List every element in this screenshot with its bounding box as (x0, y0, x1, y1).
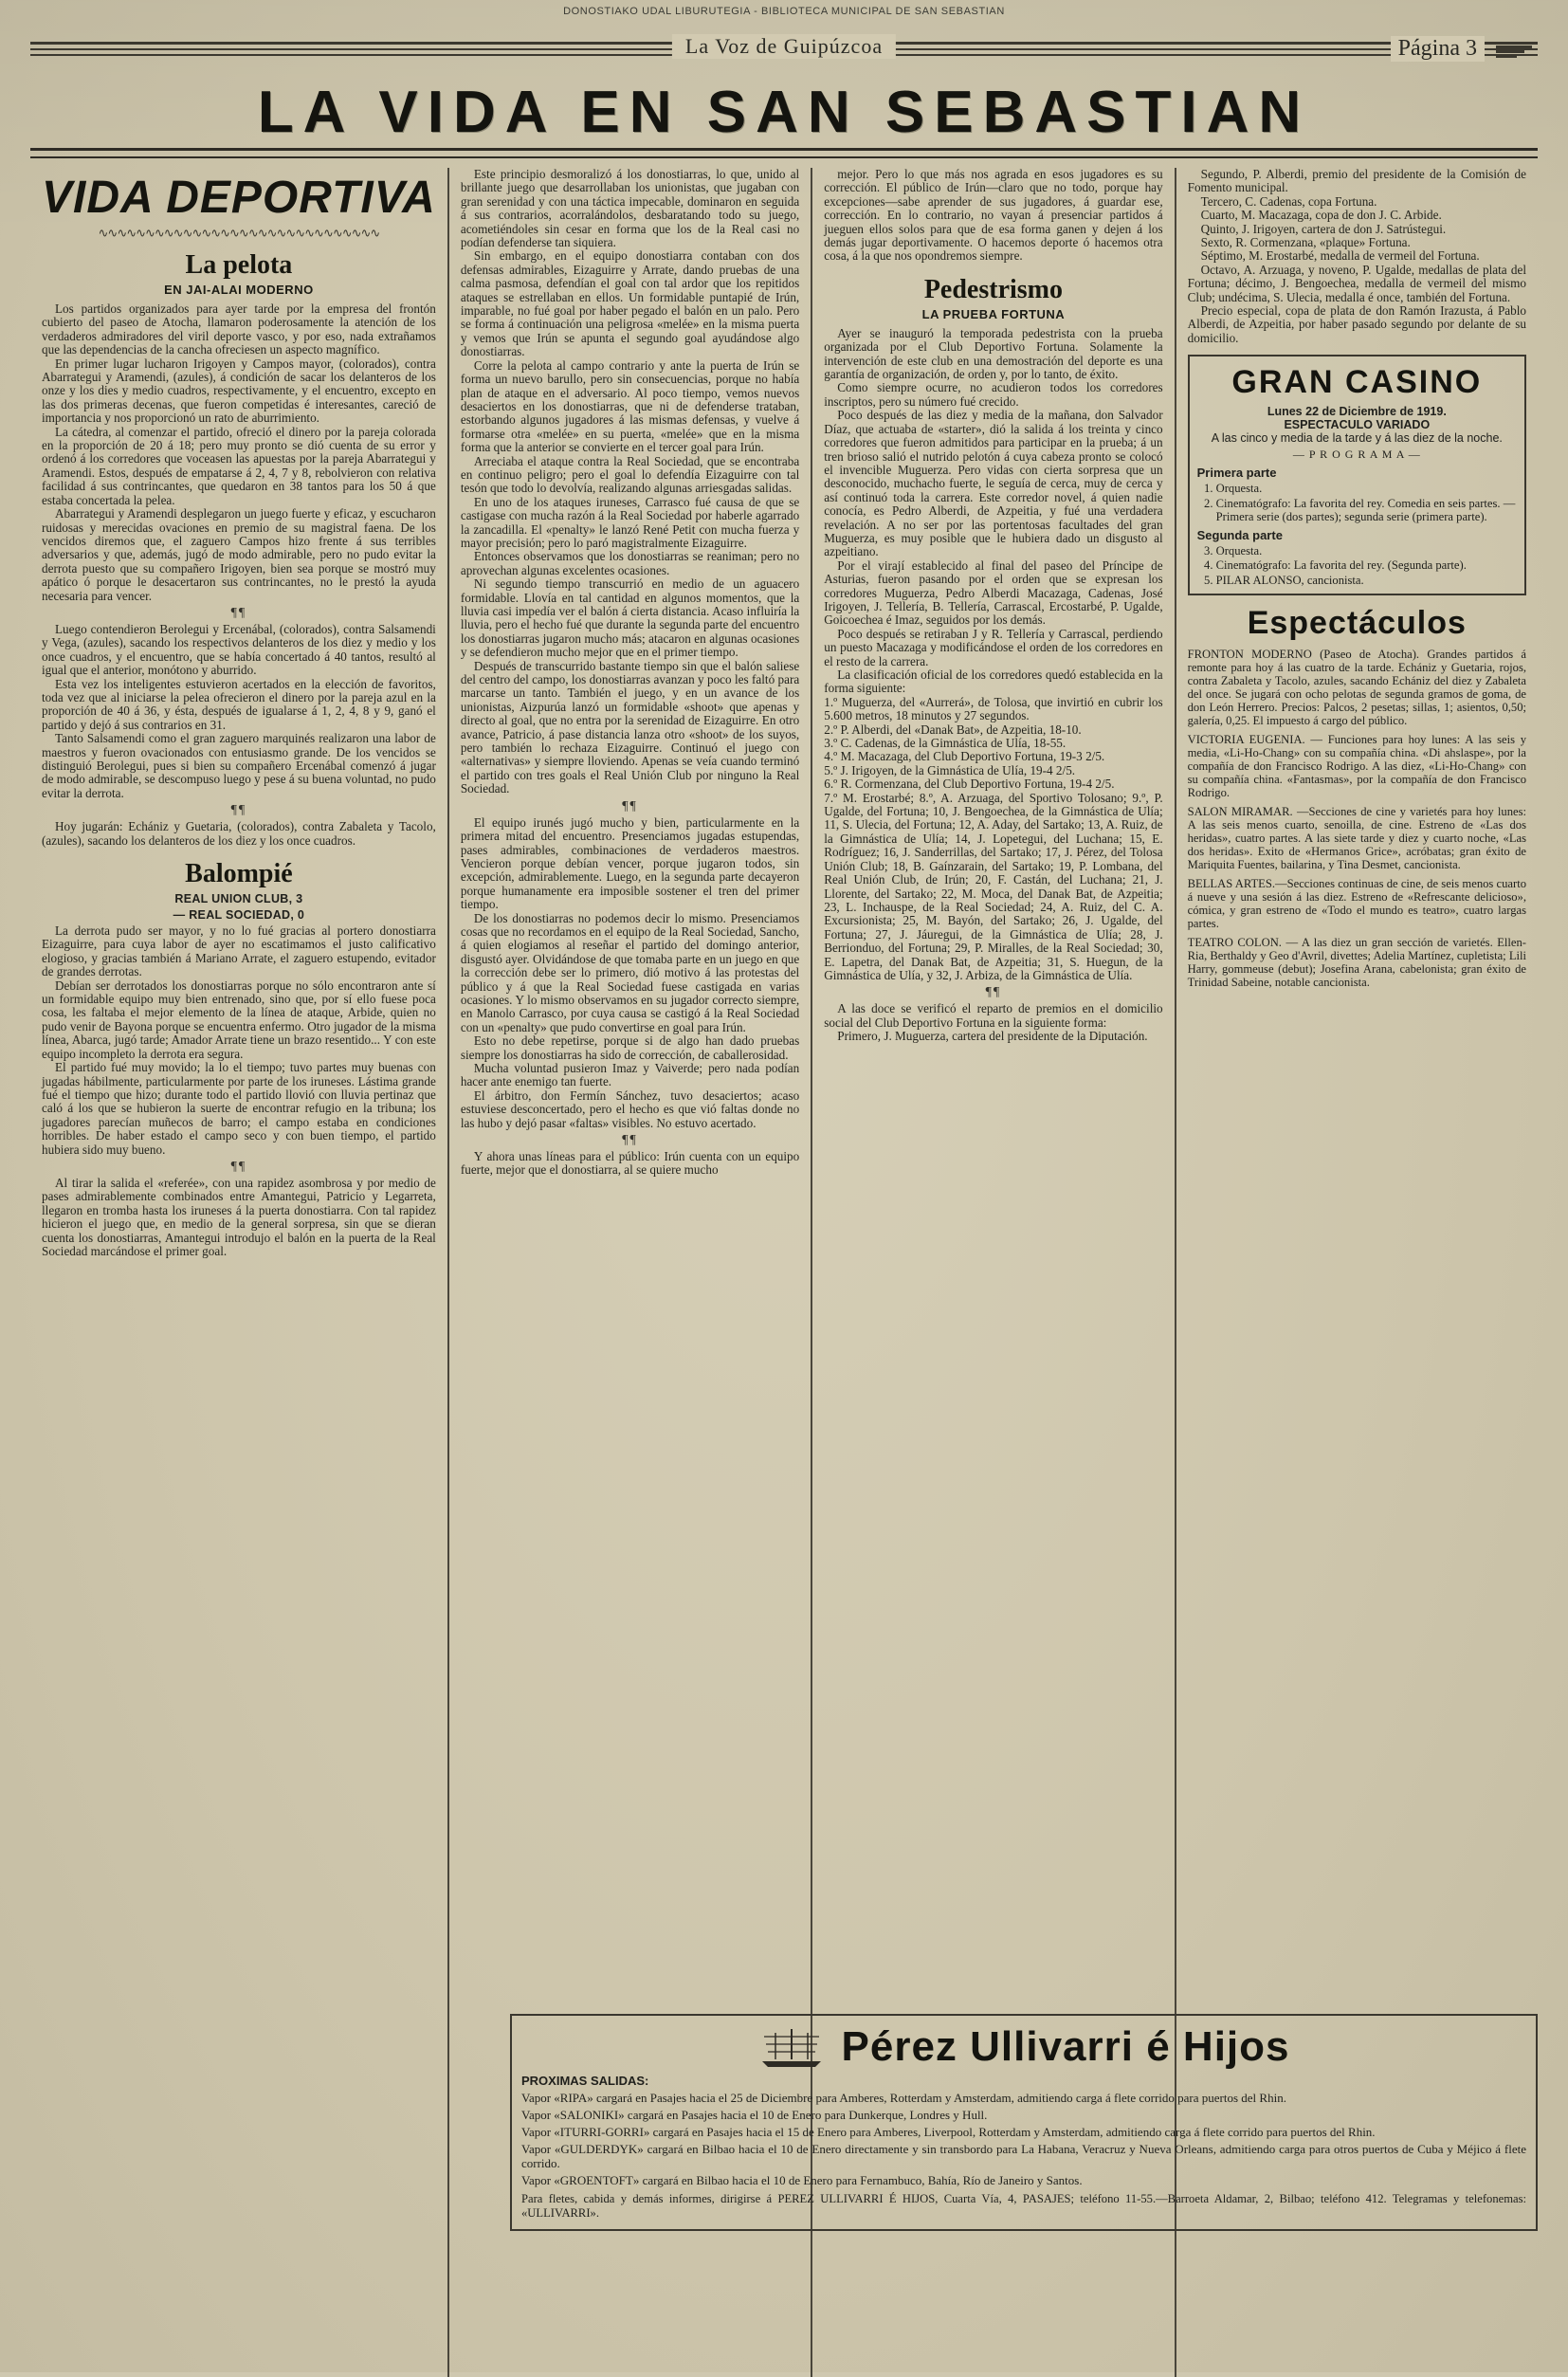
paragraph-separator: ¶¶ (622, 798, 638, 814)
program-item: 5. PILAR ALONSO, cancionista. (1216, 574, 1517, 588)
paragraph: Octavo, A. Arzuaga, y noveno, P. Ugalde, medallas de plata del Fortuna; décimo, J. Bengoechea, medalla de vermeil del mismo Club; undécima, S. Ulecia, medalla é once, también del Fortuna. (1187, 262, 1527, 304)
pelota-heading: La pelota (185, 250, 293, 280)
masthead-arrow-icon (1496, 44, 1532, 59)
paragraph: Quinto, J. Irigoyen, cartera de don J. Satrústegui. (1200, 221, 1447, 236)
paragraph: La cátedra, al comenzar el partido, ofreció el dinero por la pareja colorada en la proporción de 20 á 18; pero muy pronto se dió cuenta de su error y ordenó á los corredores que voceasen las apuestas por la pareja Abarrategui y Aramendi. Estos, después de empatarse á 2, 4, 7 y 8, rebolvieron con relativa facilidad á sus contrincantes, que quedaron en 38 tantos para los 50 á que estaba concertada la pelea. (42, 424, 436, 507)
paragraph-separator: ¶¶ (230, 803, 247, 818)
casino-part2-label: Segunda parte (1196, 527, 1283, 542)
ad-company-name: Pérez Ullivarri é Hijos (841, 2023, 1290, 2070)
program-item: 2. Cinematógrafo: La favorita del rey. Comedia en seis partes. — Primera serie (dos partes); segunda serie (primera parte). (1216, 497, 1517, 524)
paragraph: Después de transcurrido bastante tiempo sin que el balón saliese del centro del campo, los donostiarras avanzan y poco les faltó para marcarse un tanto. También el juego, y en un avance de los unionistas, Aizpurúa lanzó un formidable «shoot» que apenas y directo al goal, que no entra por la serenidad de Eizaguirre. En otro avance, Patricio, á pase distancia lanza otro «shoot» de los suyos, pero también lo rechaza Eizaguirre. Continuó el juego con «alternativas» y siempre lloviendo. Apenas se veía cuando terminó el partido con tres goals el Real Unión Club por ninguno la Real Sociedad. (460, 658, 800, 796)
race-result: 4.º M. Macazaga, del Club Deportivo Fortuna, 19-3 2/5. (824, 749, 1105, 764)
section-title-vida-deportiva: VIDA DEPORTIVA (42, 173, 436, 223)
ad-sailing-line: Vapor «ITURRI-GORRI» cargará en Pasajes hacia el 15 de Enero para Amberes, Liverpool, Rotterdam y Amsterdam, admitiendo carga á flete corrido para puertos del Rhin. (521, 2125, 1376, 2139)
paragraph: mejor. Pero lo que más nos agrada en esos jugadores es su corrección. El público de Irún—claro que no todo, porque hay excepciones—sabe aprender de sus jugadores, á guardar ese, corrección. En lo contrario, no vayan á presenciar partidos á jueguen ellos solos para que de esa forma ganen y dejen á los demás jugar deportivamente. O hacemos deporte ó hacemos otra cosa, á la que nos opondremos siempre. (824, 167, 1163, 264)
casino-date: Lunes 22 de Diciembre de 1919. (1267, 405, 1447, 419)
paragraph: Esta vez los inteligentes estuvieron acertados en la elección de favoritos, toda vez que al iniciarse la pelea ofrecieron el dinero por la pareja azul en la proporción de 40 á 36, y ésta, después de igualarse á 1, 2, 4, 8 y 9, ganó el partido y dejó á sus contrarios en 31. (42, 676, 436, 732)
paragraph: Poco después de las diez y media de la mañana, don Salvador Díaz, que actuaba de «starter», dió la salida á los treinta y cinco corredores que fueron admitidos para participar en la prueba; á un tren brioso salió el nutrido pelotón á cuya cabeza pronto se colocó el invencible Muguerza. Pero vidas con cierta sorpresa que un desconocido, muchacho fuerte, le seguía de cerca, muy de cerca y así continuó toda la carrera. Este corredor novel, á quien nadie conocía, es Pedro Alberdi, de Azpeitia, y fué una verdadera revelación. A no ser por las portentosas facultades del gran Muguerza, es muy posible que le hubiera dado un disgusto al azpeitiano. (824, 408, 1163, 559)
page-headline: LA VIDA EN SAN SEBASTIAN (257, 80, 1311, 145)
pelota-subheading: EN JAI-ALAI MODERNO (164, 283, 314, 297)
gran-casino-ad (1188, 355, 1526, 595)
paragraph-separator: ¶¶ (230, 1159, 247, 1174)
paragraph-separator: ¶¶ (230, 605, 247, 620)
paragraph: En primer lugar lucharon Irigoyen y Campos mayor, (colorados), contra Abarrategui y Aramendi, (azules), á condición de sacar los delanteros de los onze y los dies y medio cuadros, respectivamente, y el encuentro, excepto en las dos primeras decenas, que fueron competidas é interesantes, careció de importancia y nos proporcionó un rato de aburrimiento. (42, 356, 436, 426)
masthead (30, 32, 1538, 82)
paragraph: Abarrategui y Aramendi desplegaron un juego fuerte y eficaz, y escucharon ruidosas y merecidas ovaciones en premio de su magistral faena. De los vencidos diremos que, el zaguero Campos hizo frente á sus terribles adversarios y que, además, jugó de modo admirable, pero no pudo evitar la derrota puesto que su compañero Irigoyen, bien sea porque se mostró muy apático ó porque le desacertaron sus contrincantes, no le prestó la ayuda necesaria para vencer. (42, 506, 436, 603)
race-result: 6.º R. Cormenzana, del Club Deportivo Fortuna, 19-4 2/5. (824, 777, 1115, 792)
paragraph-separator: ¶¶ (985, 985, 1002, 1000)
program-item: 3. Orquesta. (1216, 544, 1517, 558)
race-result: 3.º C. Cadenas, de la Gimnástica de Ulía, 18-55. (824, 736, 1067, 751)
listing-item: TEATRO COLON. — A las diez un gran sección de varietés. Ellen-Ria, Berthaldy y Geo d'Avril, divettes; Adelia Martínez, cupletista; Lili Harry, gommeuse (debut); Josefina Arana, cabelonista; gran éxito de Trinidad Sabeine, notable cancionista. (1187, 936, 1527, 990)
masthead-paper-label: La Voz de Guipúzcoa (684, 34, 884, 58)
paragraph: Este principio desmoralizó á los donostiarras, lo que, unido al brillante juego que desarrollaban los unionistas, que jugaban con gran serenidad y con una táctica impecable, dominaron en seguida á sus contrarios, acorralándolos, desbaratando todo su juego, acometiéndoles sin cesar en forma que los de la Real casi no podían defenderse tan siquiera. (460, 167, 800, 250)
race-result: 5.º J. Irigoyen, de la Gimnástica de Ulía, 19-4 2/5. (824, 762, 1076, 777)
paragraph: El árbitro, don Fermín Sánchez, tuvo desaciertos; acaso estuviese desconcertado, pero el hecho es que vió faltas donde no las hubo y dejó pasar «faltas» visibles. No estuvo acertado. (460, 1088, 800, 1130)
espectaculos-heading: Espectáculos (1247, 605, 1467, 642)
paragraph: Entonces observamos que los donostiarras se reaniman; pero no aprovechan algunas excelentes ocasiones. (460, 549, 800, 577)
ad-contact-info: Para fletes, cabida y demás informes, dirigirse á PEREZ ULLIVARRI É HIJOS, Cuarta Vía, 4, PASAJES; teléfono 11-55.—Barroeta Aldamar, 2, Bilbao; teléfono 412. Telegramas y telefonemas: «ULLIVARRI». (521, 2192, 1526, 2220)
paragraph: Séptimo, M. Erostarbé, medalla de vermeil del Fortuna. (1200, 248, 1480, 264)
paragraph: El partido fué muy movido; la lo el tiempo; tuvo partes muy buenas con jugadas hábilmente, particularmente por parte de los iruneses. Lástima grande fué el tiempo que hizo; durante todo el partido llovió con lluvia pertinaz que caló á los que se hubieron la suerte de encontrar refugio en la tribuna; los jugadores parecían muñecos de barro; el campo estaba en condiciones horribles. De haber estado el campo seco y con buen tiempo, el partido hubiera sido muy bueno. (42, 1060, 436, 1157)
paragraph: Corre la pelota al campo contrario y ante la puerta de Irún se forma un nuevo barullo, pero sin consecuencias, porque no había plan de ataque en el adversario. Al poco tiempo, vemos nuevos desaciertos en los donostiarras, que ni de defenderse trataban, estorbando algunos jugadores á las mismas defensas, y vuelve á formarse otra «melée» en su puerta, «melée» que en la misma forma que la anterior se convierte en el tercer goal para Irún. (460, 357, 800, 455)
listing-item: FRONTON MODERNO (Paseo de Atocha). Grandes partidos á remonte para hoy á las cuatro de la tarde. Echániz y Guetaria, rojos, contra Zabaleta y Tacolo, azules, sacando Echániz del diez y Zabaleta del once. Se jugará con ocho pelotas de segunda gramos de goma, de don León Herrero. Precios: Palcos, 2 pesetas; sillas, 1; asientos, 0,50; galería, 0,25. El impuesto á cargo del público. (1187, 648, 1527, 728)
casino-title: GRAN CASINO (1231, 364, 1483, 401)
balompie-heading: Balompié (185, 859, 293, 889)
paragraph: Como siempre ocurre, no acudieron todos los corredores inscriptos, pero su número fué crecido. (824, 380, 1163, 409)
paragraph: El equipo irunés jugó mucho y bien, particularmente en la primera mitad del encuentro. Presenciamos jugadas estupendas, pases admirables, combinaciones de verdaderos maestros. Vencieron porque debían vencer, porque jugaron todos, sin excepción, admirablemente. Luego, en la segunda parte decayeron porque humanamente era imposible sostener el tren del primer tiempo. (460, 814, 800, 912)
paragraph: Sexto, R. Cormenzana, «plaque» Fortuna. (1200, 235, 1411, 250)
paragraph: Cuarto, M. Macazaga, copa de don J. C. Arbide. (1200, 208, 1442, 223)
scan-header: DONOSTIAKO UDAL LIBURUTEGIA - BIBLIOTECA MUNICIPAL DE SAN SEBASTIAN (563, 6, 1005, 17)
paragraph-separator: ¶¶ (622, 1133, 638, 1148)
paragraph: A las doce se verificó el reparto de premios en el domicilio social del Club Deportivo Fortuna en la siguiente forma: (824, 1001, 1163, 1030)
paragraph: Y ahora unas líneas para el público: Irún cuenta con un equipo fuerte, mejor que el donostiarra, al se quiere mucho (460, 1149, 800, 1178)
ad-sailing-line: Vapor «GROENTOFT» cargará en Bilbao hacia el 10 de Enero para Fernambuco, Bahía, Río de Janeiro y Santos. (521, 2173, 1083, 2187)
shipping-company-ad (510, 2014, 1538, 2231)
ad-section-label (521, 2074, 1526, 2088)
race-result: 1.º Muguerza, del «Aurrerá», de Tolosa, que invirtió en cubrir los 5.600 metros, 18 minutos y 27 segundos. (824, 694, 1163, 723)
casino-program-label: — P R O G R A M A — (1292, 448, 1421, 462)
match-result-line-1: REAL UNION CLUB, 3 (174, 892, 303, 906)
casino-part1-label: Primera parte (1196, 466, 1277, 481)
ad-sailing-line: Vapor «SALONIKI» cargará en Pasajes hacia el 10 de Enero para Dunkerque, Londres y Hull. (521, 2108, 988, 2122)
pedestrismo-heading: Pedestrismo (923, 274, 1064, 304)
page-number: Página 3 (1391, 36, 1485, 62)
paragraph: Ayer se inauguró la temporada pedestrista con la prueba organizada por el Club Deportivo Fortuna. Solamente la intervención de este club en una demostración del deporte es una garantía de organización, de orden y, por lo tanto, de éxito. (824, 325, 1163, 382)
casino-times: A las cinco y media de la tarde y á las diez de la noche. (1211, 431, 1503, 446)
paragraph: Sin embargo, en el equipo donostiarra contaban con dos defensas admirables, Eizaguirre y Arrate, dando pruebas de una calma pasmosa, defendían el goal con tal ardor que los repitidos ataques se estrellaban en ellos. Un formidable puntapié de Irún, imparable, no fué goal por haber pegado el balón en un palo. Pero se forma á continuación una peligrosa «melée» en la misma puerta y vemos que Irún se apunta el segundo goal ayudándose algo donostiarras. (460, 248, 800, 359)
ship-icon (758, 2025, 825, 2069)
paragraph: Primero, J. Muguerza, cartera del presidente de la Diputación. (837, 1029, 1148, 1044)
newspaper-sheet (30, 32, 1538, 2355)
paragraph: Arreciaba el ataque contra la Real Sociedad, que se encontraba en continuo peligro; pero el goal lo defendía Eizaguirre con tal tesón que todo lo devolvía, realizando algunas arriesgadas salidas. (460, 453, 800, 496)
paragraph: La clasificación oficial de los corredores quedó establecida en la forma siguiente: (824, 667, 1163, 696)
casino-part2-list (1197, 544, 1517, 588)
paragraph: Precio especial, copa de plata de don Ramón Irazusta, á Pablo Alberdi, de Azpeitia, por haber pasado segundo por delante de su domicilio. (1187, 303, 1527, 345)
decorative-squiggle: ∿∿∿∿∿∿∿∿∿∿∿∿∿∿∿∿∿∿∿∿∿∿∿∿∿∿∿∿∿∿ (98, 226, 380, 239)
pedestrismo-subheading: LA PRUEBA FORTUNA (921, 306, 1066, 321)
listing-item: BELLAS ARTES.—Secciones continuas de cine, de seis menos cuarto á nueve y una sesión á las diez. Estreno de «Refrescante delicioso», cómica, y gran estreno de «Todo el mundo es teatro», cuatro largas partes. (1187, 877, 1527, 931)
paragraph: Hoy jugarán: Echániz y Guetaria, (colorados), contra Zabaleta y Tacolo, (azules), sacando los delanteros de los diez y los once cuadros. (42, 819, 436, 848)
paragraph: La derrota pudo ser mayor, y no lo fué gracias al portero donostiarra Eizaguirre, para cuya labor de ayer no escatimamos el justo calificativo elogioso, y gracias también á Mariano Arrate, el zaguero estupendo, evitador de grandes derrotas. (42, 923, 436, 979)
paragraph: Tercero, C. Cadenas, copa Fortuna. (1200, 193, 1377, 209)
paragraph: Poco después se retiraban J y R. Tellería y Carrascal, perdiendo un puesto Macazaga y modificándose el orden de los corredores en el resto de la carrera. (824, 626, 1163, 668)
paragraph: Debían ser derrotados los donostiarras porque no sólo encontraron ante sí un formidable equipo muy bien entrenado, sino que, por sí ello fuese poca cosa, les faltaba el mejor elemento de la línea de ataque, Arbide, quien no pudo venir de Bayona porque se encuentra enfermo. Otro jugador de la misma línea, Abarca, jugó tarde; Amador Arrate tiene un brazo resentido... Y con este equipo incompleto la derrota era segura. (42, 978, 436, 1061)
paragraph: Los partidos organizados para ayer tarde por la empresa del frontón cubierto del paseo de Atocha, llamaron poderosamente la atención de los verdaderos admiradores del viril deporte vasco, y por eso, nada extrañamos que las dependencias de la cancha ofreciesen un aspecto magnífico. (42, 302, 436, 357)
masthead-paper-name (672, 34, 896, 59)
paragraph: Tanto Salsamendi como el gran zaguero marquinés realizaron una labor de maestros y fueron ovacionados con entusiasmo grande. De los vencidos se distinguió Berolegui, pues si bien su compañero Ercenábal comenzó á jugar de modo admirable, se descompuso luego y pese á su buena voluntad, no pudo evitar la derrota. (42, 731, 436, 800)
program-item: 1. Orquesta. (1216, 482, 1517, 496)
ad-header (521, 2023, 1526, 2071)
paragraph: Mucha voluntad pusieron Imaz y Vaiverde; pero nada podían hacer ante enemigo tan fuerte. (460, 1061, 800, 1089)
match-result-line-2: — REAL SOCIEDAD, 0 (173, 908, 305, 923)
paragraph: Segundo, P. Alberdi, premio del presidente de la Comisión de Fomento municipal. (1187, 167, 1527, 195)
program-item: 4. Cinematógrafo: La favorita del rey. (Segunda parte). (1216, 558, 1517, 573)
paragraph: Ni segundo tiempo transcurrió en medio de un aguacero formidable. Llovía en tal cantidad en algunos momentos, que la lluvia casi impedía ver el balón á cierta distancia. Acaso influiría la lluvia, pero el hecho fué que durante la segunda parte del encuentro los donostiarras jugaron mucho más; atacaron en algunas ocasiones y se defendieron mucho mejor que en el primer tiempo. (460, 576, 800, 660)
paragraph: En uno de los ataques iruneses, Carrasco fué causa de que se castigase con mucha razón á la Real Sociedad por haberle agarrado la zancadilla. El «penalty» le lanzó René Petit con mucha fuerza y mayor precisión; pero lo paró magistralmente Eizaguirre. (460, 494, 800, 550)
ad-sailing-line: Vapor «RIPA» cargará en Pasajes hacia el 25 de Diciembre para Amberes, Rotterdam y Amsterdam, admitiendo carga á flete corrido para puertos del Rhin. (521, 2091, 1286, 2105)
race-result: 2.º P. Alberdi, del «Danak Bat», de Azpeitia, 18-10. (824, 722, 1082, 737)
column-1 (30, 168, 447, 2377)
casino-show-type: ESPECTACULO VARIADO (1284, 418, 1431, 432)
paragraph: Por el virají establecido al final del paseo del Príncipe de Asturias, fueron pasando por el orden que se expresan los corredores Muguerza, Pedro Alberdi Macazaga, Cadenas, José Irigoyen, J. Tellería, B. Tellería, Carrascal, Ercostarbé, P. Ugalde, Goicoechea é Imaz, seguidos por los demás. (824, 558, 1163, 628)
headline-rule (30, 148, 1538, 158)
ad-section-label-text: PROXIMAS SALIDAS: (521, 2074, 649, 2088)
paragraph: Al tirar la salida el «referée», con una rapidez asombrosa y por medio de pases admirablemente combinados entre Amantegui, Patricio y Legarreta, llegaron en tromba hasta los iruneses á la puerta donostiarra. Con tal rapidez hicieron el juego que, en medio de la general sorpresa, sin que se dieran cuenta los donostiarras, Amantegui introdujo el balón en la puerta de la Real Sociedad marcándose el primer goal. (42, 1175, 436, 1258)
casino-part1-list (1197, 482, 1517, 524)
listing-item: VICTORIA EUGENIA. — Funciones para hoy lunes: A las seis y media, «Li-Ho-Chang» con su compañía china. «Di ahslaspe», por la compañía de don Francisco Rodrigo. A las diez, «Li-Ho-Chang» con su compañía china. «Fantasmas», por la compañía de don Francisco Rodrigo. (1187, 733, 1527, 800)
listing-item: SALON MIRAMAR. —Secciones de cine y varietés para hoy lunes: A las seis menos cuarto, senoilla, de cine. Estreno de «Las dos heridas», cuatro partes. A las siete tarde y diez y cuarto noche, «Las dos heridas». Exito de «Hermanos Grice», acróbatas; gran éxito de Mariquita Fuentes, bailarina, y Tina Desmet, cancionista. (1187, 805, 1527, 872)
paragraph: Esto no debe repetirse, porque si de algo han dado pruebas siempre los donostiarras ha sido de corrección, de caballerosidad. (460, 1033, 800, 1062)
paragraph: De los donostiarras no podemos decir lo mismo. Presenciamos cosas que no recordamos en el equipo de la Real Sociedad, Sancho, á quien elogiamos al reseñar el partido del domingo anterior, disgustó ayer. Olvidándose de que tomaba parte en un juego en que la corrección debe ser lo primero, dió motivo á las protestas del público y á que la Real Sociedad fuese castigada en varias ocasiones. Y lo mismo observamos en su jugador correcto siempre, en Manolo Carrasco, por cuya causa se castigó á la Real Sociedad con un «penalty» que pudo convertirse en goal para Irún. (460, 910, 800, 1034)
ad-sailing-line: Vapor «GULDERDYK» cargará en Bilbao hacia el 10 de Enero directamente y sin transbordo para La Habana, Veracruz y Nueva Orleans, admitiendo carga para otros puertos de Cuba y Méjico á flete corrido. (521, 2142, 1526, 2170)
paragraph: Luego contendieron Berolegui y Ercenábal, (colorados), contra Salsamendi y Vega, (azules), sacando los respectivos delanteros de los diez y medio y los once cuadros, y el encuentro, que se había concertado á 40 tantos, resultó al igual que el anterior, monótono y aburrido. (42, 621, 436, 678)
race-result: 7.º M. Erostarbé; 8.º, A. Arzuaga, del Sportivo Tolosano; 9.º, P. Ugalde, del Fortuna; 10, J. Bengoechea, de la Gimnástica de Ulía; 11, S. Ulecia, del Fortuna; 12, A. Aday, del Sartako; 13, A. Ruiz, de la Gimnástica de Ulía; 14, J. Lopetegui, del Luchana; 15, E. Rodríguez; 16, J. Sanderrillas, del Sartako; 17, J. Pérez, del Tolosa Unión Club; 18, B. Gaínzarain, del Sartako; 19, P. Lombana, del Real Unión Club, de Irún; 20, F. Castán, del Luchana; 21, J. Llorente, del Sartako; 22, M. Moca, del Danak Bat, de Azpeitia; 23, L. Inchauspe, de la Real Sociedad; 24, A. Ruiz, del C. A. Excursionista; 25, M. Bayón, del Sartako; 26, J. Ugalde, del Fortuna; 27, J. Jáuregui, de la Gimnástica de Ulía; 28, J. Berrionduo, del Fortuna; 29, P. Miralles, de la Real Sociedad; 30, E. Lapetra, del Danak Bat, de Azpeitia; 31, S. Huegun, de la Gimnástica de Ulía, y 32, J. Arbiza, de la Gimnástica de Ulía. (824, 790, 1163, 982)
